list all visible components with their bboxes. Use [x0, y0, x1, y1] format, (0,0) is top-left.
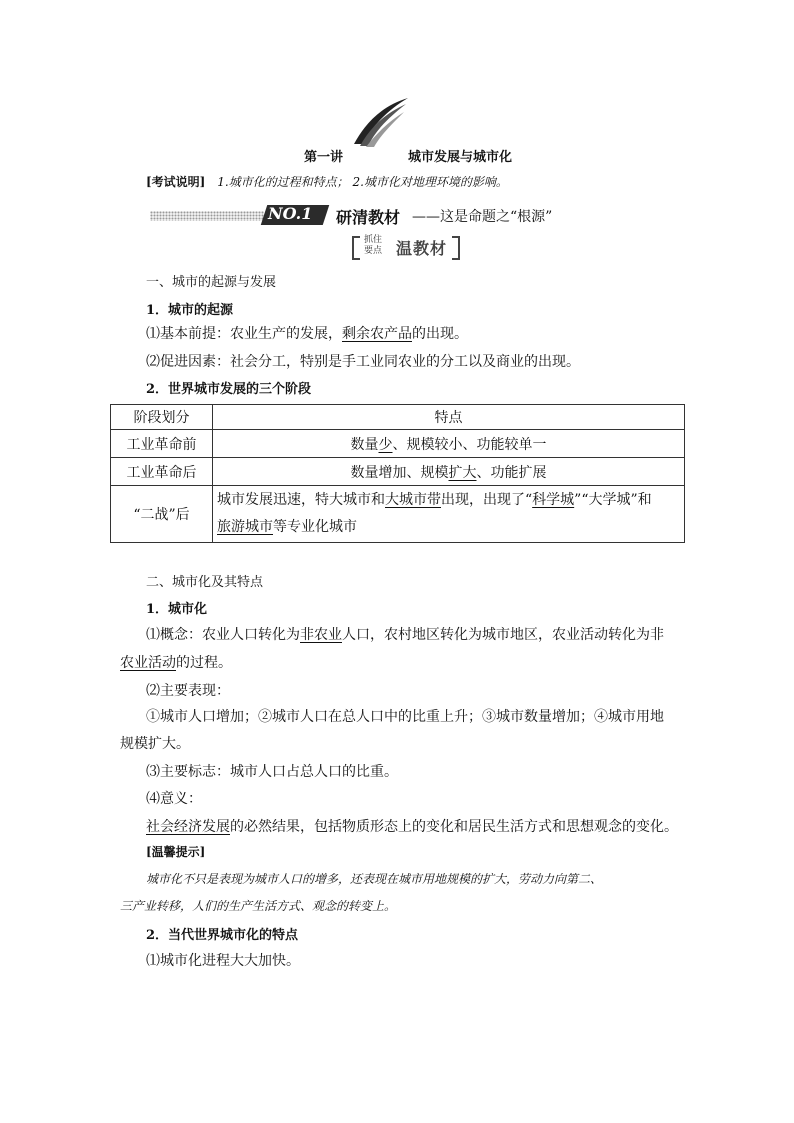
table-header-feature: 特点	[213, 405, 685, 430]
table-cell-stage: “二战”后	[111, 486, 213, 543]
underlined-term: 剩余农产品	[342, 326, 412, 342]
subbanner-small-line1: 抓住	[364, 235, 383, 245]
table-row	[111, 430, 685, 458]
exam-description	[146, 173, 508, 190]
section-banner	[150, 203, 610, 227]
underlined-term: 大城市带	[385, 492, 441, 508]
exam-items: 1.城市化的过程和特点； 2.城市化对地理环境的影响。	[217, 175, 508, 189]
section1-sub2: 2．世界城市发展的三个阶段	[146, 382, 312, 397]
section2-sub2: 2．当代世界城市化的特点	[146, 928, 299, 943]
table-cell-feature: 数量少、规模较小、功能较单一	[213, 430, 685, 458]
table-header-stage: 阶段划分	[111, 405, 213, 430]
underlined-term: 农业活动	[120, 655, 176, 671]
concept-line1: ⑴概念：农业人口转化为非农业人口，农村地区转化为城市地区，农业活动转化为非	[146, 627, 664, 643]
subbanner-small-line2: 要点	[364, 246, 383, 256]
feature1: ⑴城市化进程大大加快。	[146, 953, 300, 969]
meaning-text: 社会经济发展的必然结果，包括物质形态上的变化和居民生活方式和思想观念的变化。	[146, 819, 678, 835]
section1-item2: ⑵促进因素：社会分工，特别是手工业同农业的分工以及商业的出现。	[146, 354, 580, 370]
table-cell-stage: 工业革命后	[111, 458, 213, 486]
main-show-line2: 规模扩大。	[120, 736, 190, 752]
indicator: ⑶主要标志：城市人口占总人口的比重。	[146, 764, 398, 780]
section2-sub1: 1．城市化	[146, 602, 208, 617]
underlined-term: 旅游城市	[217, 519, 273, 535]
main-show-label: ⑵主要表现：	[146, 683, 230, 699]
stages-table	[110, 404, 685, 543]
bracket-left	[352, 236, 360, 260]
underlined-term: 社会经济发展	[146, 819, 230, 835]
table-cell-feature: 城市发展迅速，特大城市和大城市带出现，出现了“科学城”“大学城”和 旅游城市等专业化城市	[213, 486, 685, 543]
bracket-right	[452, 236, 460, 260]
lecture-number: 第一讲	[304, 150, 344, 165]
tip-line1: 城市化不只是表现为城市人口的增多，还表现在城市用地规模的扩大，劳动力向第二、	[146, 872, 603, 886]
underlined-term: 扩大	[448, 464, 477, 481]
underlined-term: 科学城	[532, 492, 575, 508]
main-show-line1: ①城市人口增加；②城市人口在总人口中的比重上升；③城市数量增加；④城市用地	[146, 709, 664, 725]
subbanner-small-text	[364, 235, 382, 257]
section1-item1: ⑴基本前提：农业生产的发展，剩余农产品的出现。	[146, 326, 468, 342]
exam-tag: [考试说明]	[146, 175, 206, 189]
underlined-term: 少	[378, 436, 393, 453]
lecture-title: 城市发展与城市化	[408, 150, 513, 165]
subsection-banner	[352, 234, 460, 260]
banner-dots-decoration	[150, 211, 264, 221]
section1-sub1: 1．城市的起源	[146, 303, 234, 318]
banner-title: 研清教材	[336, 208, 401, 227]
underlined-term: 非农业	[300, 627, 342, 643]
table-header-row	[111, 405, 685, 430]
concept-line2: 农业活动的过程。	[120, 655, 232, 671]
table-cell-feature: 数量增加、规模扩大、功能扩展	[213, 458, 685, 486]
table-row	[111, 486, 685, 543]
tip-line2: 三产业转移，人们的生产生活方式、观念的转变上。	[120, 899, 397, 913]
section2-heading: 二、城市化及其特点	[146, 575, 264, 590]
subbanner-title: 温教材	[396, 239, 448, 258]
section1-heading: 一、城市的起源与发展	[146, 275, 277, 290]
banner-badge: NO.1	[268, 204, 313, 223]
tip-label: [温馨提示]	[146, 845, 206, 859]
banner-subtitle: ——这是命题之“根源”	[412, 209, 553, 225]
table-row	[111, 458, 685, 486]
table-cell-stage: 工业革命前	[111, 430, 213, 458]
swoosh-logo-icon	[352, 96, 412, 148]
meaning-label: ⑷意义：	[146, 791, 202, 807]
